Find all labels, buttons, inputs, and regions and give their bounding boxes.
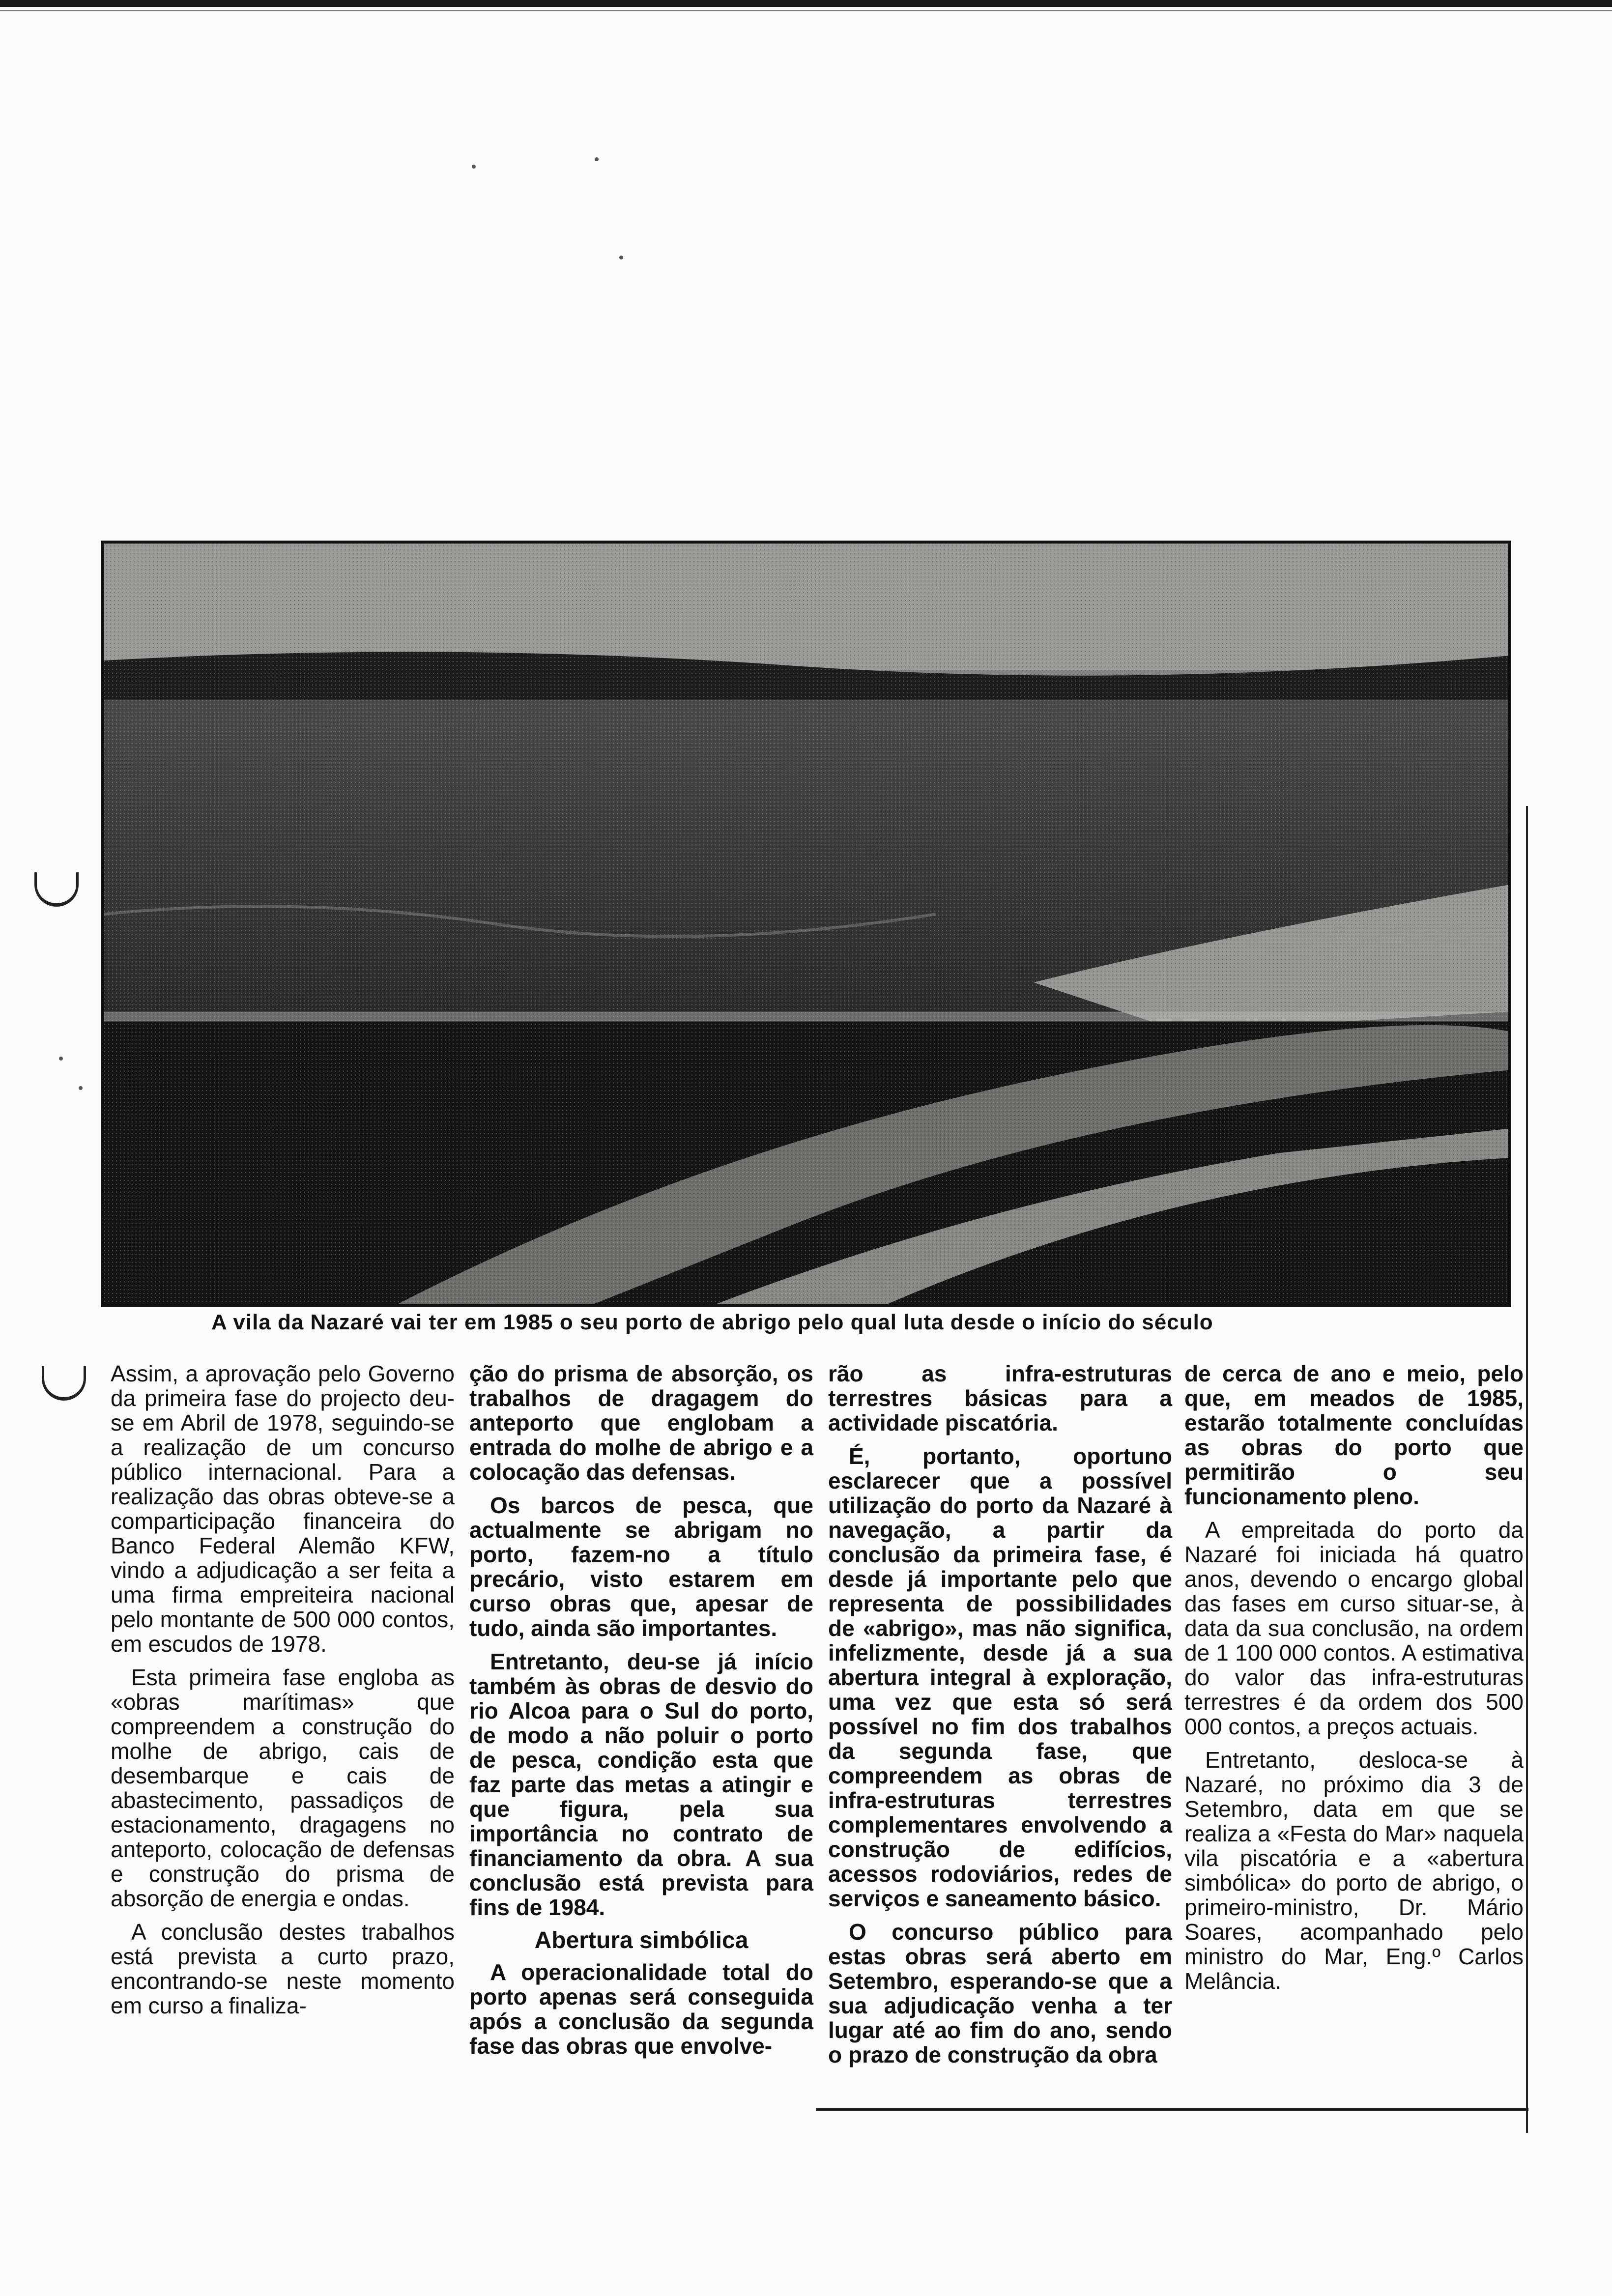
column-3-paragraph-1: rão as infra-estruturas terrestres básicas para a actividade piscatória. <box>828 1361 1172 1435</box>
section-heading-abertura-simbolica: Abertura simbólica <box>534 1927 748 1953</box>
column-3-paragraph-3: O concurso público para estas obras será aberto em Setembro, esperando-se que a sua adjudicação venha a ter lugar até ao fim do ano, sendo o prazo de construção da obra <box>828 1919 1172 2067</box>
column-1-paragraph-2: Esta primeira fase engloba as «obras marítimas» que compreendem a construção do molhe de abrigo, cais de desembarque e cais de abastecimento, passadiços de estacionamento, dragagens no anteporto, colocação de defensas e construção do prisma de absorção de energia e ondas. <box>111 1665 455 1911</box>
column-2-paragraph-2: Os barcos de pesca, que actualmente se abrigam no porto, fazem-no a título precário, visto estarem em curso obras que, apesar de tudo, ainda são importantes. <box>469 1492 813 1641</box>
scan-speck <box>59 1057 63 1061</box>
punch-hole-mark <box>34 872 79 907</box>
top-border-thin-rule <box>0 10 1612 11</box>
article-end-rule <box>816 2108 1528 2111</box>
column-1-paragraph-1: Assim, a aprovação pelo Governo da primeira fase do projecto deu-se em Abril de 1978, seguindo-se a realização de um concurso público internacional. Para a realização das obras obteve-se a comparticipação financeira do Banco Federal Alemão KFW, vindo a adjudicação a ser feita a uma firma empreiteira nacional pelo montante de 500 000 contos, em escudos de 1978. <box>111 1361 455 1657</box>
article-column-1 <box>111 1361 455 2027</box>
right-column-rule <box>1526 806 1528 2133</box>
scan-speck <box>79 1086 83 1090</box>
scan-speck <box>619 256 623 259</box>
aerial-photo-nazare <box>101 541 1511 1307</box>
column-4-paragraph-3: Entretanto, desloca-se à Nazaré, no próximo dia 3 de Setembro, data em que se realiza a «Festa do Mar» naquela vila piscatória e a «abertura simbólica» do porto de abrigo, o primeiro-ministro, Dr. Mário Soares, acompanhado pelo ministro do Mar, Eng.º Carlos Melância. <box>1184 1747 1524 1994</box>
column-2-paragraph-3: Entretanto, deu-se já início também às obras de desvio do rio Alcoa para o Sul do porto, de modo a não poluir o porto de pesca, condição esta que faz parte das metas a atingir e que figura, pela sua importância no contrato de financiamento da obra. A sua conclusão está prevista para fins de 1984. <box>469 1649 813 1920</box>
photo-landscape-illustration <box>104 544 1508 1304</box>
column-4-paragraph-1: de cerca de ano e meio, pelo que, em meados de 1985, estarão totalmente concluídas as obras do porto que permitirão o seu funcionamento pleno. <box>1184 1361 1524 1509</box>
article-column-3 <box>828 1361 1172 2076</box>
punch-hole-mark <box>42 1366 86 1401</box>
column-1-paragraph-3: A conclusão destes trabalhos está prevista a curto prazo, encontrando-se neste momento em curso a finaliza- <box>111 1919 455 2018</box>
column-2-paragraph-1: ção do prisma de absorção, os trabalhos de dragagem do anteporto que englobam a entrada do molhe de abrigo e a colocação das defensas. <box>469 1361 813 1485</box>
photo-caption: A vila da Nazaré vai ter em 1985 o seu porto de abrigo pelo qual luta desde o início do século <box>211 1310 1213 1334</box>
column-2-paragraph-4: A operacionalidade total do porto apenas será conseguida após a conclusão da segunda fase das obras que envolve- <box>469 1959 813 2059</box>
column-4-paragraph-2: A empreitada do porto da Nazaré foi iniciada há quatro anos, devendo o encargo global das fases em curso situar-se, à data da sua conclusão, na ordem de 1 100 000 contos. A estimativa do valor das infra-estruturas terrestres é da ordem dos 500 000 contos, a preços actuais. <box>1184 1517 1524 1739</box>
column-3-paragraph-2: É, portanto, oportuno esclarecer que a possível utilização do porto da Nazaré à navegação, a partir da conclusão da primeira fase, é desde já importante pelo que representa de possibilidades de «abrigo», mas não significa, infelizmente, desde já a sua abertura integral à exploração, uma vez que esta só será possível no fim dos trabalhos da segunda fase, que compreendem as obras de infra-estruturas terrestres complementares envolvendo a construção de edifícios, acessos rodoviários, redes de serviços e saneamento básico. <box>828 1443 1172 1911</box>
article-column-2 <box>469 1361 813 2067</box>
scan-speck <box>472 165 476 169</box>
article-column-4 <box>1184 1361 1524 2002</box>
top-border-rule <box>0 0 1612 7</box>
scan-speck <box>595 157 599 161</box>
